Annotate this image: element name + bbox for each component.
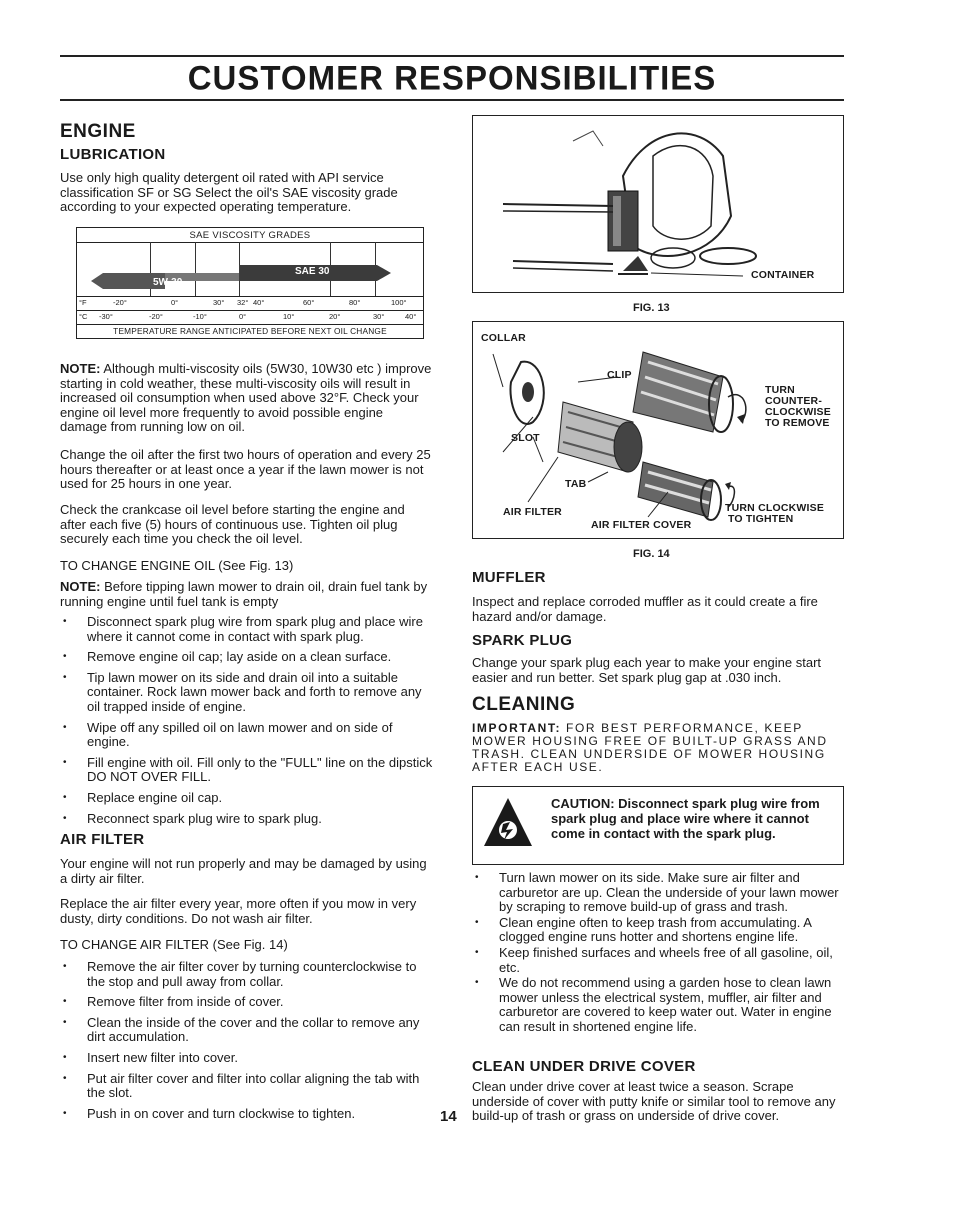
oil-steps-list: [60, 615, 434, 826]
muffler-text: Inspect and replace corroded muffler as it could create a fire hazard and/or damage.: [472, 594, 818, 624]
f-tick: 80°: [349, 298, 361, 307]
fig14-caption: FIG. 14: [633, 548, 670, 560]
list-item: • Push in on cover and turn clockwise to tighten.: [60, 1107, 434, 1122]
chart-celsius-row: [79, 312, 421, 323]
turn-ccw-line: TURN: [765, 384, 795, 396]
turn-ccw-callout: [765, 385, 831, 429]
warning-icon: [482, 796, 534, 848]
cleaning-heading: CLEANING: [472, 694, 576, 715]
note2-label: NOTE:: [60, 579, 101, 594]
lubrication-heading: LUBRICATION: [60, 146, 166, 163]
list-item: • Clean engine often to keep trash from accumulating. A clogged engine runs hotter and shortens engine life.: [472, 916, 846, 945]
figure-14: [472, 321, 844, 539]
air-filter-text-2: Replace the air filter every year, more often if you mow in very dusty, dirty conditions. Do not wash air filter.: [60, 896, 417, 926]
spark-plug-heading: SPARK PLUG: [472, 632, 573, 649]
c-tick: -10°: [193, 312, 207, 321]
important-text: FOR BEST PERFORMANCE, KEEP MOWER HOUSING FREE OF BUILT-UP GRASS AND TRASH. CLEAN UNDERSIDE OF MOWER HOUSING AFTER EACH USE.: [472, 721, 828, 774]
f-tick: -20°: [113, 298, 127, 307]
drive-cover-heading: CLEAN UNDER DRIVE COVER: [472, 1058, 696, 1075]
cleaning-steps-list: [472, 871, 846, 1035]
chart-fahrenheit-row: [79, 298, 421, 309]
clip-callout: CLIP: [607, 369, 632, 381]
c-tick: 40°: [405, 312, 417, 321]
f-tick: 0°: [171, 298, 179, 307]
air-filter-heading: AIR FILTER: [60, 831, 145, 848]
oil-change-text: Change the oil after the first two hours of operation and every 25 hours thereafter or at least once a year if the lawn mower is not used for 25 hours in one year.: [60, 447, 431, 492]
air-filter-cover-callout: AIR FILTER COVER: [591, 519, 692, 531]
list-item: • Fill engine with oil. Fill only to the "FULL" line on the dipstick DO NOT OVER FILL.: [60, 756, 434, 785]
change-oil-heading: TO CHANGE ENGINE OIL (See Fig. 13): [60, 558, 294, 573]
tab-callout: TAB: [565, 478, 587, 490]
caution-text: CAUTION: Disconnect spark plug wire from spark plug and place wire where it cannot come in contact with the spark plug.: [551, 796, 820, 841]
f-tick: 32°: [237, 298, 249, 307]
page-number: 14: [440, 1108, 457, 1125]
list-item: • Disconnect spark plug wire from spark plug and place wire where it cannot come in contact with spark plug.: [60, 615, 434, 644]
chart-scale-rule: [77, 324, 423, 325]
list-item: • Remove filter from inside of cover.: [60, 995, 434, 1010]
note1: [60, 362, 432, 435]
f-tick: 100°: [391, 298, 407, 307]
air-filter-callout: AIR FILTER: [503, 506, 562, 518]
turn-cw-line: TURN CLOCKWISE: [725, 502, 825, 514]
note2-text: Before tipping lawn mower to drain oil, drain fuel tank by running engine until fuel tank is empty: [60, 579, 428, 609]
list-item: • We do not recommend using a garden hose to clean lawn mower unless the electrical system, muffler, air filter and carburetor are covered to keep water out. Water in engine can result in shortened engine life.: [472, 976, 846, 1034]
note1-text: Although multi-viscosity oils (5W30, 10W30 etc ) improve starting in cold weather, these multi-viscosity oils will result in increased oil consumption when used above 32°F. Check your engine oil level more frequently to avoid possible engine damage from running low on oil.: [60, 361, 432, 435]
list-item: • Wipe off any spilled oil on lawn mower and on side of engine.: [60, 721, 434, 750]
viscosity-chart: [76, 227, 424, 339]
turn-ccw-line: COUNTER-: [765, 395, 823, 407]
figure-13: [472, 115, 844, 293]
f-tick: 60°: [303, 298, 315, 307]
c-tick: 20°: [329, 312, 341, 321]
air-steps-list: [60, 960, 434, 1121]
f-tick: 40°: [253, 298, 265, 307]
turn-cw-line: TO TIGHTEN: [728, 513, 794, 525]
list-item: • Replace engine oil cap.: [60, 791, 434, 806]
list-item: • Remove engine oil cap; lay aside on a clean surface.: [60, 650, 434, 665]
c-tick: -30°: [99, 312, 113, 321]
list-item: • Remove the air filter cover by turning counterclockwise to the stop and pull away from collar.: [60, 960, 434, 989]
lubrication-text: Use only high quality detergent oil rated with API service classification SF or SG Select the oil's SAE viscosity grade according to your expected operating temperature.: [60, 170, 398, 215]
chart-caption: TEMPERATURE RANGE ANTICIPATED BEFORE NEXT OIL CHANGE: [113, 326, 387, 336]
crankcase-text: Check the crankcase oil level before starting the engine and after each five (5) hours of continuous use. Tighten oil plug securely each time you check the oil level.: [60, 502, 405, 547]
important-label: IMPORTANT:: [472, 721, 562, 735]
header-bottom-rule: [60, 99, 844, 101]
list-item: • Reconnect spark plug wire to spark plug.: [60, 812, 434, 827]
c-tick: 0°: [239, 312, 247, 321]
chart-scale-rule: [77, 296, 423, 297]
list-item: • Clean the inside of the cover and the collar to remove any dirt accumulation.: [60, 1016, 434, 1045]
change-air-heading: TO CHANGE AIR FILTER (See Fig. 14): [60, 937, 288, 952]
important-note: [472, 722, 844, 774]
f-unit: °F: [79, 298, 87, 307]
page-title: CUSTOMER RESPONSIBILITIES: [187, 58, 717, 97]
note1-label: NOTE:: [60, 361, 101, 376]
c-tick: -20°: [149, 312, 163, 321]
bar-5w30-label: 5W-30: [153, 277, 183, 288]
slot-callout: SLOT: [511, 432, 540, 444]
c-unit: °C: [79, 312, 88, 321]
mower-tipped-illustration: [473, 116, 842, 291]
caution-box: [472, 786, 844, 865]
viscosity-bars: [77, 242, 422, 296]
container-callout: CONTAINER: [751, 269, 815, 281]
list-item: • Put air filter cover and filter into collar aligning the tab with the slot.: [60, 1072, 434, 1101]
muffler-heading: MUFFLER: [472, 569, 546, 586]
list-item: • Tip lawn mower on its side and drain oil into a suitable container. Rock lawn mower back and forth to remove any oil trapped inside of engine.: [60, 671, 434, 715]
drive-cover-text: Clean under drive cover at least twice a season. Scrape underside of cover with putty knife or similar tool to remove any build-up of trash or grass on underside of drive cover.: [472, 1079, 836, 1124]
c-tick: 10°: [283, 312, 295, 321]
chart-title: SAE VISCOSITY GRADES: [189, 230, 311, 241]
fig13-caption: FIG. 13: [633, 302, 670, 314]
turn-ccw-line: TO REMOVE: [765, 417, 830, 429]
turn-ccw-line: CLOCKWISE: [765, 406, 831, 418]
f-tick: 30°: [213, 298, 225, 307]
bar-sae30-label: SAE 30: [295, 266, 330, 277]
chart-scale-rule: [77, 310, 423, 311]
collar-callout: COLLAR: [481, 332, 526, 344]
list-item: • Keep finished surfaces and wheels free of all gasoline, oil, etc.: [472, 946, 846, 975]
c-tick: 30°: [373, 312, 385, 321]
note2: [60, 580, 432, 609]
list-item: • Insert new filter into cover.: [60, 1051, 434, 1066]
turn-cw-callout: [725, 503, 824, 525]
engine-heading: ENGINE: [60, 121, 136, 142]
list-item: • Turn lawn mower on its side. Make sure air filter and carburetor are up. Clean the underside of your lawn mower by scraping to remove build-up of grass and trash.: [472, 871, 846, 915]
air-filter-text-1: Your engine will not run properly and may be damaged by using a dirty air filter.: [60, 856, 427, 886]
spark-plug-text: Change your spark plug each year to make your engine start easier and run better. Set spark plug gap at .030 inch.: [472, 655, 822, 685]
